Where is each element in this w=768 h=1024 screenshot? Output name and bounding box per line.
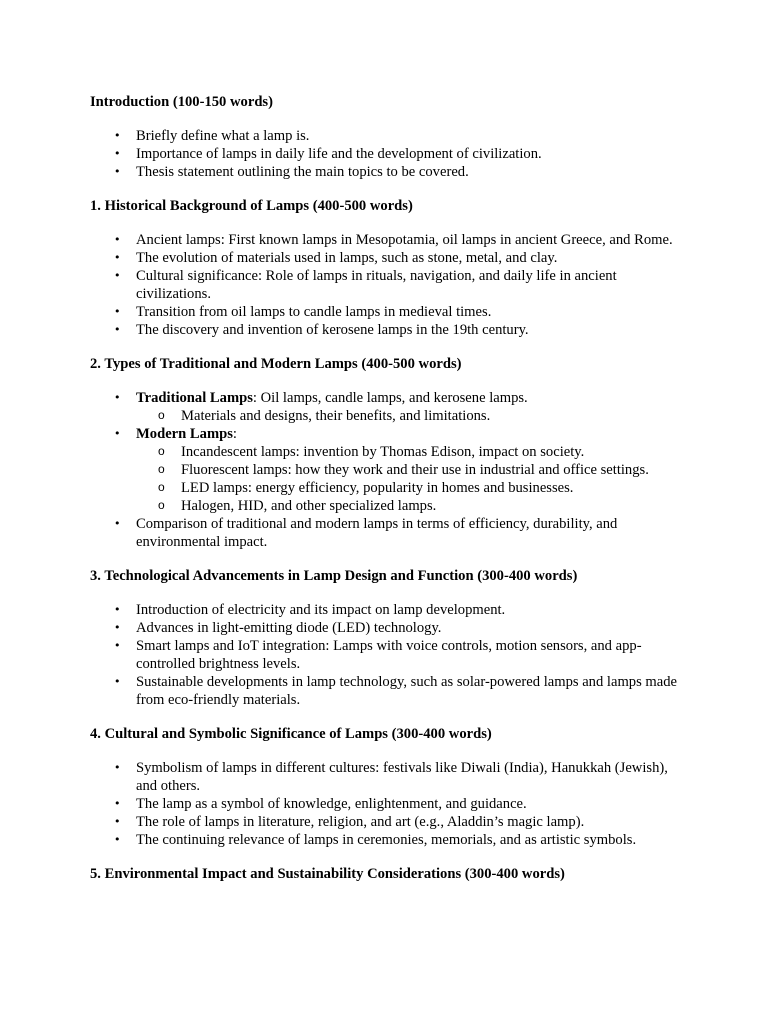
list-item (90, 267, 690, 303)
list-item-text: Introduction of electricity and its impact on lamp development. (136, 602, 506, 618)
sub-list-item-text: Materials and designs, their benefits, and limitations. (181, 408, 491, 424)
list-item-text: Transition from oil lamps to candle lamps in medieval times. (136, 304, 492, 320)
sub-bullet-icon: o (158, 480, 165, 494)
bullet-icon: • (114, 147, 121, 160)
list-item (90, 515, 690, 551)
section-types-of-lamps (90, 355, 690, 551)
bullet-icon: • (114, 761, 121, 774)
list-item (90, 145, 690, 163)
bullet-list (90, 759, 690, 849)
list-item (90, 389, 690, 425)
section-heading: 2. Types of Traditional and Modern Lamps (400-500 words) (90, 356, 462, 372)
bullet-list (90, 389, 690, 551)
list-item (90, 303, 690, 321)
list-item-bold-label: Modern Lamps (136, 426, 233, 442)
bullet-icon: • (114, 815, 121, 828)
sub-list-item-text: LED lamps: energy efficiency, popularity in homes and businesses. (181, 480, 574, 496)
list-item-text: Smart lamps and IoT integration: Lamps with voice controls, motion sensors, and app-controlled brightness levels. (136, 638, 642, 672)
sub-list-item (136, 497, 690, 515)
bullet-icon: • (114, 129, 121, 142)
list-item-text: : (232, 426, 237, 442)
sub-bullet-icon: o (158, 498, 165, 512)
sub-list (136, 407, 690, 425)
sub-list-item-text: Fluorescent lamps: how they work and their use in industrial and office settings. (181, 462, 649, 478)
sub-bullet-icon: o (158, 444, 165, 458)
list-item-bold-label: Traditional Lamps (136, 390, 253, 406)
section-technological-advancements (90, 567, 690, 709)
sub-list-item (136, 407, 690, 425)
bullet-list (90, 127, 690, 181)
list-item (90, 619, 690, 637)
list-item-text: Ancient lamps: First known lamps in Mesopotamia, oil lamps in ancient Greece, and Rome. (136, 232, 673, 248)
bullet-icon: • (114, 833, 121, 846)
section-introduction (90, 93, 690, 181)
list-item-text: The evolution of materials used in lamps, such as stone, metal, and clay. (136, 250, 558, 266)
bullet-list (90, 231, 690, 339)
list-item-text: Cultural significance: Role of lamps in rituals, navigation, and daily life in ancient civilizations. (136, 268, 617, 302)
list-item (90, 759, 690, 795)
sub-list (136, 443, 690, 515)
sub-bullet-icon: o (158, 408, 165, 422)
list-item-text: Briefly define what a lamp is. (136, 128, 310, 144)
bullet-icon: • (114, 621, 121, 634)
bullet-icon: • (114, 639, 121, 652)
list-item-text: Symbolism of lamps in different cultures: festivals like Diwali (India), Hanukkah (Jewish), and others. (136, 760, 668, 794)
sub-list-item-text: Halogen, HID, and other specialized lamps. (181, 498, 437, 514)
list-item (90, 673, 690, 709)
bullet-icon: • (114, 675, 121, 688)
bullet-icon: • (114, 517, 121, 530)
bullet-icon: • (114, 391, 121, 404)
bullet-icon: • (114, 165, 121, 178)
list-item-text: Comparison of traditional and modern lamps in terms of efficiency, durability, and environmental impact. (136, 516, 618, 550)
bullet-icon: • (114, 233, 121, 246)
list-item-text: Sustainable developments in lamp technology, such as solar-powered lamps and lamps made from eco-friendly materials. (136, 674, 678, 708)
list-item (90, 831, 690, 849)
list-item (90, 795, 690, 813)
list-item (90, 601, 690, 619)
list-item (90, 163, 690, 181)
list-item (90, 249, 690, 267)
list-item-text: Advances in light-emitting diode (LED) technology. (136, 620, 442, 636)
section-environmental-impact (90, 865, 690, 883)
list-item-text: Thesis statement outlining the main topics to be covered. (136, 164, 469, 180)
bullet-icon: • (114, 427, 121, 440)
list-item-text: : Oil lamps, candle lamps, and kerosene lamps. (252, 390, 528, 406)
section-heading: 4. Cultural and Symbolic Significance of Lamps (300-400 words) (90, 726, 492, 742)
bullet-icon: • (114, 797, 121, 810)
sub-bullet-icon: o (158, 462, 165, 476)
bullet-icon: • (114, 305, 121, 318)
sub-list-item (136, 479, 690, 497)
list-item-text: The discovery and invention of kerosene lamps in the 19th century. (136, 322, 529, 338)
list-item (90, 127, 690, 145)
list-item-text: The role of lamps in literature, religion, and art (e.g., Aladdin’s magic lamp). (136, 814, 585, 830)
section-heading: Introduction (100-150 words) (90, 94, 273, 110)
bullet-list (90, 601, 690, 709)
list-item (90, 813, 690, 831)
list-item-text: Importance of lamps in daily life and the development of civilization. (136, 146, 542, 162)
sub-list-item-text: Incandescent lamps: invention by Thomas Edison, impact on society. (181, 444, 585, 460)
section-historical-background (90, 197, 690, 339)
list-item-text: The lamp as a symbol of knowledge, enlightenment, and guidance. (136, 796, 527, 812)
bullet-icon: • (114, 251, 121, 264)
sub-list-item (136, 461, 690, 479)
bullet-icon: • (114, 603, 121, 616)
section-heading: 3. Technological Advancements in Lamp Design and Function (300-400 words) (90, 568, 578, 584)
list-item (90, 321, 690, 339)
section-cultural-significance (90, 725, 690, 849)
bullet-icon: • (114, 323, 121, 336)
document-page (90, 93, 690, 883)
sub-list-item (136, 443, 690, 461)
bullet-icon: • (114, 269, 121, 282)
section-heading: 5. Environmental Impact and Sustainability Considerations (300-400 words) (90, 866, 565, 882)
section-heading: 1. Historical Background of Lamps (400-500 words) (90, 198, 413, 214)
list-item (90, 231, 690, 249)
list-item (90, 637, 690, 673)
list-item-text: The continuing relevance of lamps in ceremonies, memorials, and as artistic symbols. (136, 832, 637, 848)
list-item (90, 425, 690, 515)
